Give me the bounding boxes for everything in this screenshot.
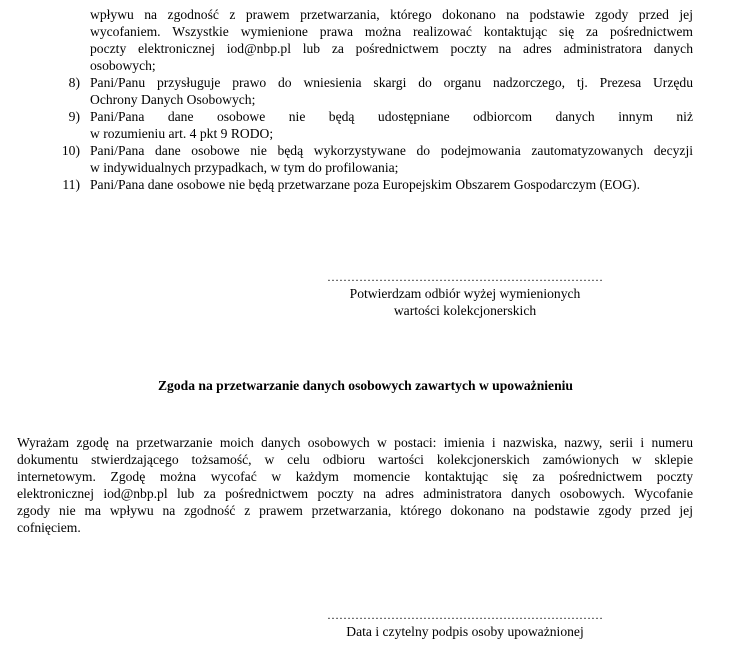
- signature-caption: wartości kolekcjonerskich: [393, 303, 537, 318]
- authorized-signature-block: [300, 608, 630, 640]
- list-item: [0, 74, 731, 108]
- text-line: wycofaniem. Wszystkie wymienione prawa można realizować kontaktując się za pośrednictwem: [90, 24, 693, 39]
- text-line: Wyrażam zgodę na przetwarzanie moich danych osobowych w postaci: imienia i nazwiska, nazwy, serii i numeru: [17, 435, 693, 450]
- list-item-number: 9): [68, 109, 80, 124]
- text-line: Pani/Pana dane osobowe nie będą przetwarzane poza Europejskim Obszarem Gospodarczym (EOG).: [90, 177, 640, 192]
- list-item-number: 8): [68, 75, 80, 90]
- list-item-text: [90, 176, 693, 193]
- text-line: wpływu na zgodność z prawem przetwarzania, którego dokonano na podstawie zgody przed jej: [90, 7, 693, 22]
- text-line: elektronicznej iod@nbp.pl lub za pośrednictwem poczty na adres administratora danych osobowych. Wycofanie: [17, 486, 693, 501]
- text-line: dokumentu stwierdzającego tożsamość, w celu odbioru wartości kolekcjonerskich zamówionych w sklepie: [17, 452, 693, 467]
- text-line: w indywidualnych przypadkach, w tym do profilowania;: [90, 160, 399, 175]
- text-line: osobowych;: [90, 58, 156, 73]
- text-line: poczty elektronicznej iod@nbp.pl lub za pośrednictwem poczty na adres administratora danych: [90, 41, 693, 56]
- list-item: [0, 176, 731, 193]
- signature-line: ……………………………………………………………: [327, 270, 603, 284]
- text-line: Pani/Pana dane osobowe nie będą wykorzystywane do podejmowania zautomatyzowanych decyzji: [90, 143, 693, 158]
- list-item-text: [90, 142, 693, 176]
- signature-caption: Potwierdzam odbiór wyżej wymienionych: [349, 286, 581, 301]
- list-item-number: 11): [62, 177, 80, 192]
- signature-caption: Data i czytelny podpis osoby upoważnionej: [346, 624, 584, 639]
- text-line: cofnięciem.: [17, 520, 81, 535]
- numbered-list: [0, 6, 731, 193]
- text-line: internetowym. Zgodę można wycofać w każdym momencie kontaktując się za pośrednictwem poczty: [17, 469, 693, 484]
- consent-heading: Zgoda na przetwarzanie danych osobowych zawartych w upoważnieniu: [157, 378, 573, 393]
- list-item-number: 10): [61, 143, 80, 158]
- list-item-text: [90, 108, 693, 142]
- list-item-text: [90, 6, 693, 74]
- list-item: [0, 142, 731, 176]
- text-line: Pani/Panu przysługuje prawo do wniesienia skargi do organu nadzorczego, tj. Prezesa Urzędu: [90, 75, 693, 90]
- signature-line: ……………………………………………………………: [327, 608, 603, 622]
- text-line: w rozumieniu art. 4 pkt 9 RODO;: [90, 126, 274, 141]
- text-line: Ochrony Danych Osobowych;: [90, 92, 256, 107]
- receipt-signature-block: [300, 270, 630, 319]
- list-item: [0, 6, 731, 74]
- list-item-text: [90, 74, 693, 108]
- text-line: Pani/Pana dane osobowe nie będą udostępniane odbiorcom danych innym niż: [90, 109, 693, 124]
- list-item: [0, 108, 731, 142]
- consent-paragraph: [17, 434, 693, 536]
- text-line: zgody nie ma wpływu na zgodność z prawem przetwarzania, którego dokonano na podstawie zgody przed jej: [17, 503, 693, 518]
